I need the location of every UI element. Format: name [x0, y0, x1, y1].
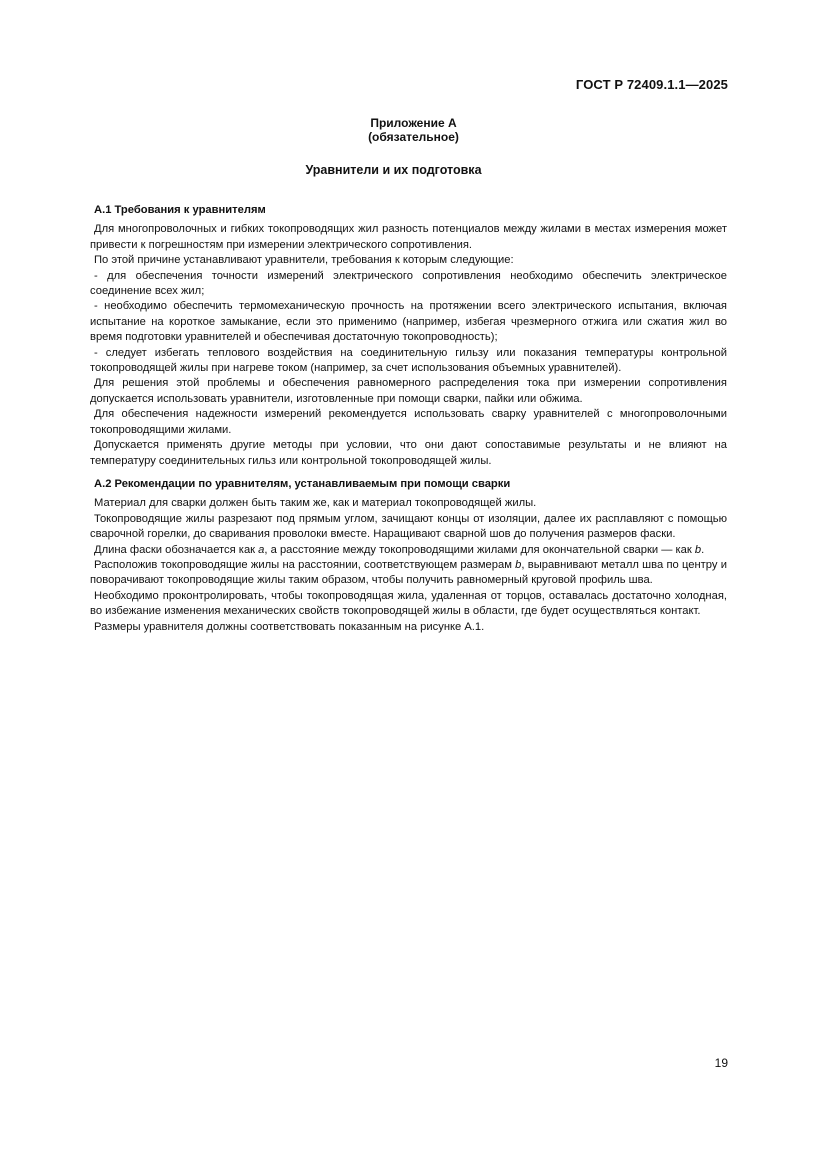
appendix-subtitle: (обязательное): [368, 130, 459, 144]
section-a2-heading: А.2 Рекомендации по уравнителям, устанавливаемым при помощи сварки: [94, 477, 511, 490]
appendix-heading: Уравнители и их подготовка: [305, 163, 482, 177]
text-run: Расположив токопроводящие жилы на расстоянии, соответствующем размерам: [94, 558, 516, 571]
list-item: - следует избегать теплового воздействия на соединительную гильзу или показания температуры контрольной токопроводящей жилы при нагреве током (например, за счет использования объемных уравнителей).: [90, 346, 727, 375]
paragraph: [90, 558, 727, 589]
paragraph: Материал для сварки должен быть таким же, как и материал токопроводящей жилы.: [94, 497, 537, 510]
paragraph: Допускается применять другие методы при условии, что они дают сопоставимые результаты и не влияют на температуру соединительных гильз или контрольной токопроводящей жилы.: [90, 439, 727, 467]
appendix-title: Приложение А: [370, 116, 457, 130]
document-code: ГОСТ Р 72409.1.1—2025: [575, 77, 728, 92]
paragraph: Для решения этой проблемы и обеспечения равномерного распределения тока при измерении сопротивления допускается использовать уравнители, изготовленные при помощи сварки, пайки или обжима.: [90, 377, 727, 405]
text-run: , а расстояние между токопроводящими жилами для окончательной сварки — как: [264, 543, 695, 556]
paragraph: Для многопроволочных и гибких токопроводящих жил разность потенциалов между жилами в местах измерения может привести к погрешностям при измерении электрического сопротивления.: [90, 223, 727, 251]
variable-b: b: [515, 558, 522, 571]
list-item: - для обеспечения точности измерений электрического сопротивления необходимо обеспечить электрическое соединение всех жил;: [90, 269, 727, 298]
text-run: .: [701, 543, 705, 556]
page-number: 19: [714, 1056, 728, 1070]
document-body: [90, 203, 727, 635]
paragraph: Необходимо проконтролировать, чтобы токопроводящая жила, удаленная от торцов, оставалась достаточно холодная, во избежание изменения механических свойств токопроводящей жилы в области, где будет осуществляться контакт.: [90, 589, 727, 618]
text-run: , выравнивают металл шва по центру и поворачивают токопроводящие жилы таким образом, чтобы получить равномерный круговой профиль шва.: [90, 558, 727, 587]
variable-a: a: [258, 543, 265, 556]
variable-b: b: [694, 543, 702, 556]
paragraph: Токопроводящие жилы разрезают под прямым углом, зачищают концы от изоляции, далее их расплавляют с помощью сварочной горелки, до сваривания проволоки вместе. Наращивают сварной шов до получения размеров фаски.: [90, 512, 727, 541]
list-item: - необходимо обеспечить термомеханическую прочность на протяжении всего электрического испытания, включая испытание на короткое замыкание, если это применимо (например, избегая чрезмерного отжига или сжатия жил во время подготовки уравнителей и обеспечивая достаточную токопроводность);: [90, 300, 727, 344]
paragraph: Для обеспечения надежности измерений рекомендуется использовать сварку уравнителей с многопроволочными токопроводящими жилами.: [90, 408, 727, 436]
paragraph: Размеры уравнителя должны соответствовать показанным на рисунке А.1.: [94, 620, 485, 633]
section-a1-heading: А.1 Требования к уравнителям: [94, 204, 266, 216]
text-run: Длина фаски обозначается как: [94, 543, 259, 556]
paragraph: [90, 543, 727, 558]
paragraph: По этой причине устанавливают уравнители, требования к которым следующие:: [94, 254, 514, 267]
